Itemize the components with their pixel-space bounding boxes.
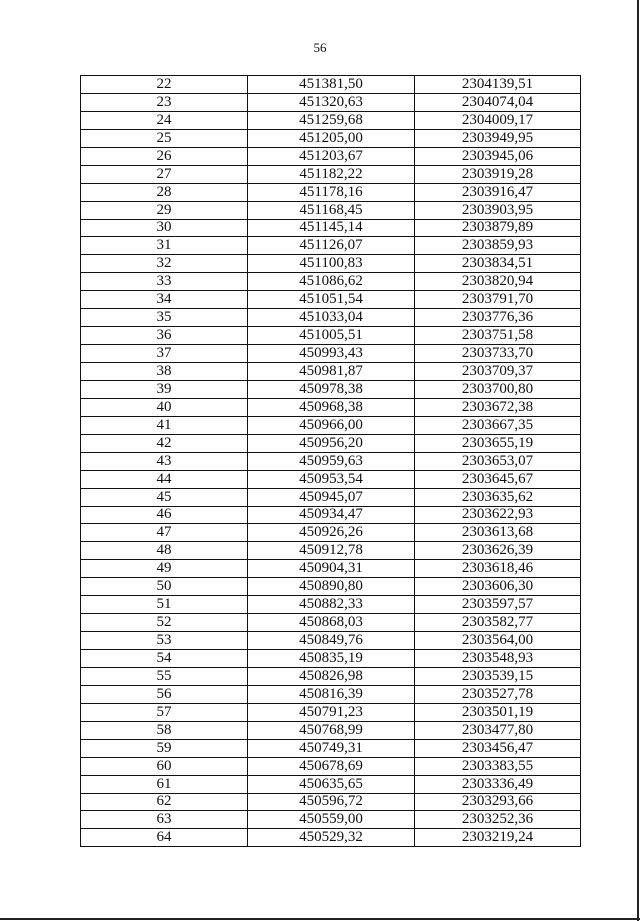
table-row [81,488,581,506]
point-number-cell: 58 [81,721,248,739]
x-coordinate-cell: 451033,04 [248,309,415,327]
y-coordinate-cell: 2303336,49 [415,775,581,793]
point-number-cell: 44 [81,470,248,488]
y-coordinate-cell: 2303626,39 [415,542,581,560]
y-coordinate-cell: 2303733,70 [415,345,581,363]
y-coordinate-cell: 2303949,95 [415,129,581,147]
y-coordinate-cell: 2303597,57 [415,596,581,614]
table-row [81,129,581,147]
x-coordinate-cell: 450981,87 [248,363,415,381]
table-row [81,614,581,632]
y-coordinate-cell: 2304139,51 [415,76,581,94]
table-row [81,470,581,488]
point-number-cell: 61 [81,775,248,793]
table-row [81,578,581,596]
x-coordinate-cell: 451381,50 [248,76,415,94]
table-row [81,667,581,685]
table-row [81,434,581,452]
x-coordinate-cell: 450816,39 [248,685,415,703]
x-coordinate-cell: 450978,38 [248,380,415,398]
table-row [81,255,581,273]
y-coordinate-cell: 2303564,00 [415,632,581,650]
x-coordinate-cell: 451182,22 [248,165,415,183]
table-row [81,560,581,578]
point-number-cell: 37 [81,345,248,363]
y-coordinate-cell: 2303859,93 [415,237,581,255]
table-row [81,524,581,542]
y-coordinate-cell: 2303383,55 [415,757,581,775]
y-coordinate-cell: 2303618,46 [415,560,581,578]
x-coordinate-cell: 450956,20 [248,434,415,452]
x-coordinate-cell: 451051,54 [248,291,415,309]
point-number-cell: 59 [81,739,248,757]
point-number-cell: 36 [81,327,248,345]
point-number-cell: 52 [81,614,248,632]
point-number-cell: 26 [81,147,248,165]
y-coordinate-cell: 2303527,78 [415,685,581,703]
point-number-cell: 40 [81,398,248,416]
table-row [81,309,581,327]
y-coordinate-cell: 2303501,19 [415,703,581,721]
table-row [81,452,581,470]
point-number-cell: 53 [81,632,248,650]
table-row [81,237,581,255]
y-coordinate-cell: 2303635,62 [415,488,581,506]
y-coordinate-cell: 2303582,77 [415,614,581,632]
x-coordinate-cell: 450749,31 [248,739,415,757]
point-number-cell: 42 [81,434,248,452]
x-coordinate-cell: 451259,68 [248,111,415,129]
x-coordinate-cell: 450835,19 [248,650,415,668]
point-number-cell: 47 [81,524,248,542]
y-coordinate-cell: 2303776,36 [415,309,581,327]
x-coordinate-cell: 450596,72 [248,793,415,811]
point-number-cell: 50 [81,578,248,596]
table-row [81,291,581,309]
table-row [81,542,581,560]
coordinates-table-body [81,76,581,847]
point-number-cell: 51 [81,596,248,614]
y-coordinate-cell: 2303709,37 [415,363,581,381]
table-row [81,739,581,757]
x-coordinate-cell: 450959,63 [248,452,415,470]
y-coordinate-cell: 2304074,04 [415,93,581,111]
x-coordinate-cell: 450882,33 [248,596,415,614]
point-number-cell: 35 [81,309,248,327]
table-row [81,111,581,129]
point-number-cell: 45 [81,488,248,506]
scan-edge-right [637,0,639,921]
point-number-cell: 25 [81,129,248,147]
point-number-cell: 43 [81,452,248,470]
x-coordinate-cell: 450635,65 [248,775,415,793]
table-row [81,775,581,793]
y-coordinate-cell: 2303655,19 [415,434,581,452]
x-coordinate-cell: 450953,54 [248,470,415,488]
y-coordinate-cell: 2303791,70 [415,291,581,309]
table-row [81,93,581,111]
point-number-cell: 62 [81,793,248,811]
y-coordinate-cell: 2303879,89 [415,219,581,237]
y-coordinate-cell: 2303477,80 [415,721,581,739]
point-number-cell: 23 [81,93,248,111]
table-row [81,757,581,775]
table-row [81,632,581,650]
table-row [81,165,581,183]
x-coordinate-cell: 451126,07 [248,237,415,255]
point-number-cell: 29 [81,201,248,219]
x-coordinate-cell: 450966,00 [248,416,415,434]
point-number-cell: 49 [81,560,248,578]
x-coordinate-cell: 450529,32 [248,829,415,847]
x-coordinate-cell: 450868,03 [248,614,415,632]
x-coordinate-cell: 451100,83 [248,255,415,273]
table-row [81,793,581,811]
table-row [81,506,581,524]
point-number-cell: 54 [81,650,248,668]
point-number-cell: 28 [81,183,248,201]
page-number: 56 [313,40,327,55]
point-number-cell: 24 [81,111,248,129]
table-row [81,327,581,345]
x-coordinate-cell: 450849,76 [248,632,415,650]
y-coordinate-cell: 2303653,07 [415,452,581,470]
y-coordinate-cell: 2303667,35 [415,416,581,434]
point-number-cell: 30 [81,219,248,237]
x-coordinate-cell: 450890,80 [248,578,415,596]
x-coordinate-cell: 450559,00 [248,811,415,829]
point-number-cell: 22 [81,76,248,94]
x-coordinate-cell: 450993,43 [248,345,415,363]
y-coordinate-cell: 2303751,58 [415,327,581,345]
y-coordinate-cell: 2303672,38 [415,398,581,416]
point-number-cell: 31 [81,237,248,255]
y-coordinate-cell: 2303645,67 [415,470,581,488]
point-number-cell: 41 [81,416,248,434]
y-coordinate-cell: 2303613,68 [415,524,581,542]
point-number-cell: 48 [81,542,248,560]
x-coordinate-cell: 451086,62 [248,273,415,291]
point-number-cell: 33 [81,273,248,291]
table-row [81,829,581,847]
x-coordinate-cell: 451168,45 [248,201,415,219]
table-row [81,596,581,614]
table-row [81,650,581,668]
x-coordinate-cell: 451320,63 [248,93,415,111]
table-row [81,398,581,416]
x-coordinate-cell: 451205,00 [248,129,415,147]
table-row [81,721,581,739]
x-coordinate-cell: 451145,14 [248,219,415,237]
y-coordinate-cell: 2304009,17 [415,111,581,129]
table-row [81,345,581,363]
point-number-cell: 32 [81,255,248,273]
y-coordinate-cell: 2303456,47 [415,739,581,757]
y-coordinate-cell: 2303539,15 [415,667,581,685]
x-coordinate-cell: 450968,38 [248,398,415,416]
x-coordinate-cell: 450791,23 [248,703,415,721]
y-coordinate-cell: 2303293,66 [415,793,581,811]
y-coordinate-cell: 2303622,93 [415,506,581,524]
point-number-cell: 63 [81,811,248,829]
x-coordinate-cell: 450904,31 [248,560,415,578]
table-row [81,703,581,721]
point-number-cell: 46 [81,506,248,524]
x-coordinate-cell: 450768,99 [248,721,415,739]
point-number-cell: 56 [81,685,248,703]
table-row [81,380,581,398]
point-number-cell: 27 [81,165,248,183]
table-row [81,363,581,381]
y-coordinate-cell: 2303820,94 [415,273,581,291]
y-coordinate-cell: 2303919,28 [415,165,581,183]
table-row [81,147,581,165]
point-number-cell: 55 [81,667,248,685]
table-row [81,685,581,703]
x-coordinate-cell: 450926,26 [248,524,415,542]
y-coordinate-cell: 2303548,93 [415,650,581,668]
table-row [81,201,581,219]
point-number-cell: 39 [81,380,248,398]
table-row [81,183,581,201]
x-coordinate-cell: 450678,69 [248,757,415,775]
point-number-cell: 57 [81,703,248,721]
y-coordinate-cell: 2303834,51 [415,255,581,273]
y-coordinate-cell: 2303945,06 [415,147,581,165]
x-coordinate-cell: 451203,67 [248,147,415,165]
y-coordinate-cell: 2303916,47 [415,183,581,201]
x-coordinate-cell: 451178,16 [248,183,415,201]
x-coordinate-cell: 450934,47 [248,506,415,524]
table-row [81,811,581,829]
point-number-cell: 60 [81,757,248,775]
point-number-cell: 34 [81,291,248,309]
scan-edge-bottom [0,918,640,920]
coordinates-table [80,75,581,847]
y-coordinate-cell: 2303219,24 [415,829,581,847]
y-coordinate-cell: 2303903,95 [415,201,581,219]
y-coordinate-cell: 2303700,80 [415,380,581,398]
table-row [81,76,581,94]
x-coordinate-cell: 450912,78 [248,542,415,560]
table-row [81,219,581,237]
table-row [81,416,581,434]
point-number-cell: 64 [81,829,248,847]
x-coordinate-cell: 450826,98 [248,667,415,685]
point-number-cell: 38 [81,363,248,381]
x-coordinate-cell: 451005,51 [248,327,415,345]
y-coordinate-cell: 2303252,36 [415,811,581,829]
y-coordinate-cell: 2303606,30 [415,578,581,596]
x-coordinate-cell: 450945,07 [248,488,415,506]
table-row [81,273,581,291]
